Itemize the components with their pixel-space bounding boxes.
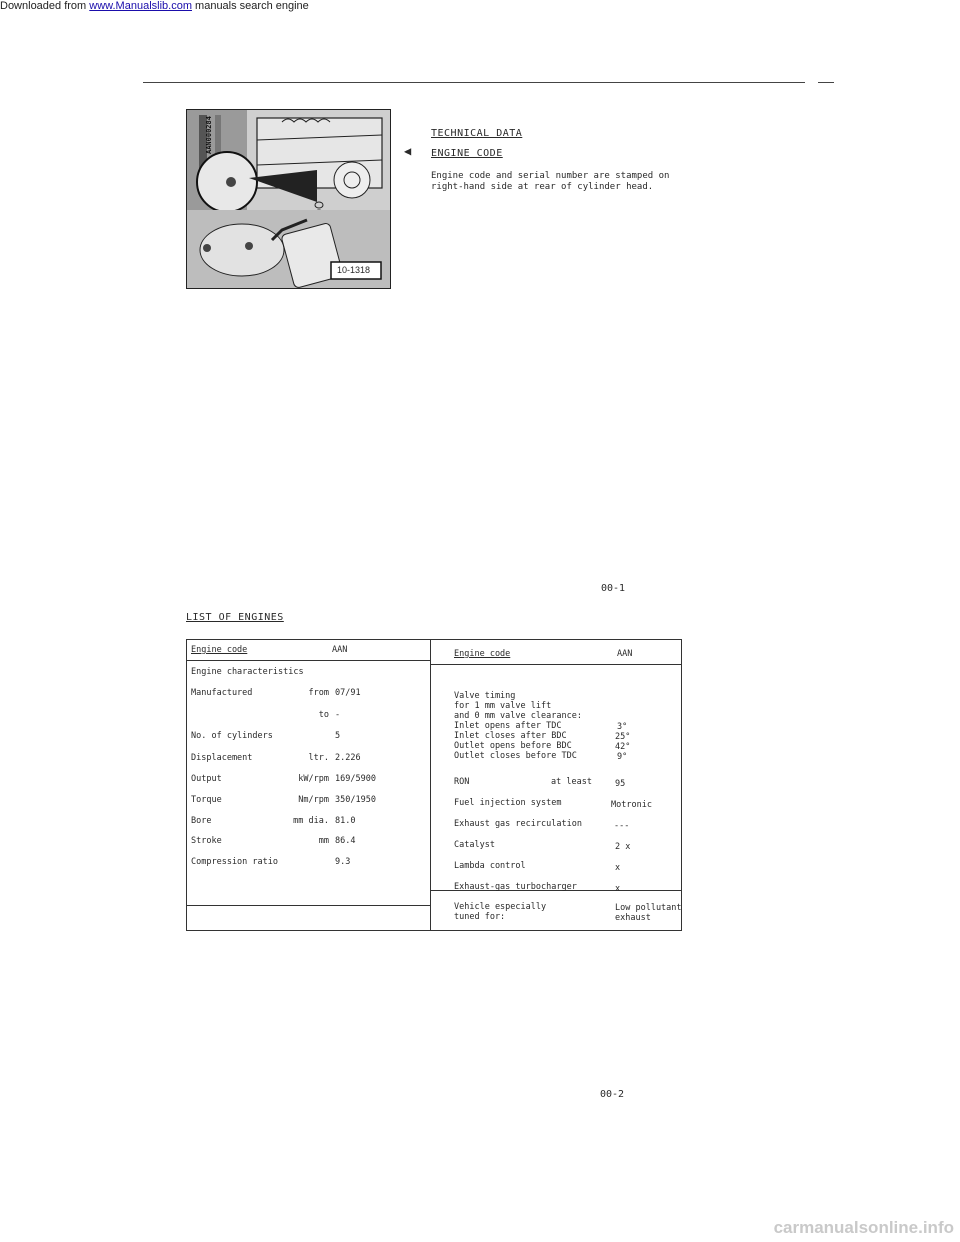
row-manufactured-unit: from xyxy=(308,688,329,698)
left-header-rule xyxy=(187,660,430,661)
row-to-unit: to xyxy=(318,710,329,720)
technical-data-title: TECHNICAL DATA xyxy=(431,128,523,139)
left-header-value: AAN xyxy=(332,645,348,655)
valve-timing-line-6: Outlet opens before BDC xyxy=(454,741,572,751)
row-to-value: - xyxy=(335,710,341,720)
engine-code-description xyxy=(431,171,691,193)
valve-timing-line-2: for 1 mm valve lift xyxy=(454,701,552,711)
lambda-value: x xyxy=(615,863,621,873)
row-cylinders-label: No. of cylinders xyxy=(191,731,273,741)
page-number-2: 00-2 xyxy=(600,1089,625,1100)
left-footer-rule xyxy=(187,905,430,906)
manualslib-link[interactable]: www.Manualslib.com xyxy=(89,0,192,12)
outlet-closes-value: 9° xyxy=(617,752,628,762)
table-divider xyxy=(430,640,431,930)
tuned-for-line-2: tuned for: xyxy=(454,912,506,922)
row-stroke-unit: mm xyxy=(318,836,329,846)
inlet-opens-value: 3° xyxy=(617,722,628,732)
engines-table xyxy=(186,639,682,931)
row-manufactured-label: Manufactured xyxy=(191,688,253,698)
tuned-for-line-1: Vehicle especially xyxy=(454,902,547,912)
right-header-label: Engine code xyxy=(454,649,511,659)
catalyst-label: Catalyst xyxy=(454,840,495,850)
outlet-opens-value: 42° xyxy=(615,742,631,752)
stamp-code: AAN000284 xyxy=(205,116,213,154)
row-output-unit: kW/rpm xyxy=(298,774,329,784)
left-header-label: Engine code xyxy=(191,645,248,655)
row-bore-value: 81.0 xyxy=(335,816,356,826)
row-displacement-label: Displacement xyxy=(191,753,253,763)
valve-timing-line-4: Inlet opens after TDC xyxy=(454,721,562,731)
right-header-rule xyxy=(430,664,681,665)
engine-characteristics-label: Engine characteristics xyxy=(191,667,304,677)
inlet-closes-value: 25° xyxy=(615,732,631,742)
row-output-label: Output xyxy=(191,774,222,784)
fuel-injection-value: Motronic xyxy=(611,800,652,810)
tuned-for-value-2: exhaust xyxy=(615,913,651,923)
description-line-2: right-hand side at rear of cylinder head. xyxy=(431,182,654,192)
catalyst-value: 2 x xyxy=(615,842,631,852)
row-output-value: 169/5900 xyxy=(335,774,376,784)
ron-label: RON xyxy=(454,777,470,787)
row-compression-value: 9.3 xyxy=(335,857,351,867)
lambda-label: Lambda control xyxy=(454,861,526,871)
engine-illustration xyxy=(186,109,391,289)
description-line-1: Engine code and serial number are stamped on xyxy=(431,171,670,181)
fuel-injection-label: Fuel injection system xyxy=(454,798,562,808)
row-displacement-unit: ltr. xyxy=(308,753,329,763)
valve-timing-line-5: Inlet closes after BDC xyxy=(454,731,567,741)
turbo-label: Exhaust-gas turbocharger xyxy=(454,882,577,892)
row-torque-value: 350/1950 xyxy=(335,795,376,805)
egr-value: --- xyxy=(614,821,630,831)
engine-code-subtitle: ENGINE CODE xyxy=(431,148,503,159)
list-of-engines-title: LIST OF ENGINES xyxy=(186,612,284,623)
row-displacement-value: 2.226 xyxy=(335,753,361,763)
ron-qualifier: at least xyxy=(551,777,592,787)
row-bore-unit: mm dia. xyxy=(293,816,329,826)
row-cylinders-value: 5 xyxy=(335,731,341,741)
top-rule xyxy=(143,82,805,83)
valve-timing-line-1: Valve timing xyxy=(454,691,516,701)
banner-prefix: Downloaded from xyxy=(0,0,90,12)
page-number-1: 00-1 xyxy=(601,583,626,594)
engine-drawing xyxy=(187,110,390,288)
ron-value: 95 xyxy=(615,779,626,789)
valve-timing-line-7: Outlet closes before TDC xyxy=(454,751,577,761)
pointer-arrow-icon: ◀ xyxy=(404,144,412,158)
figure-tag: 10-1318 xyxy=(337,265,371,275)
right-header-value: AAN xyxy=(617,649,633,659)
row-torque-unit: Nm/rpm xyxy=(298,795,329,805)
download-banner xyxy=(0,0,309,12)
row-compression-label: Compression ratio xyxy=(191,857,278,867)
top-rule-dash xyxy=(818,82,834,83)
valve-timing-line-3: and 0 mm valve clearance: xyxy=(454,711,582,721)
row-stroke-label: Stroke xyxy=(191,836,222,846)
egr-label: Exhaust gas recirculation xyxy=(454,819,582,829)
row-stroke-value: 86.4 xyxy=(335,836,356,846)
tuned-for-value-1: Low pollutant xyxy=(615,903,682,913)
row-manufactured-value: 07/91 xyxy=(335,688,361,698)
row-bore-label: Bore xyxy=(191,816,212,826)
row-torque-label: Torque xyxy=(191,795,222,805)
watermark: carmanualsonline.info xyxy=(773,1218,954,1237)
banner-suffix: manuals search engine xyxy=(191,0,309,12)
turbo-value: x xyxy=(615,884,621,894)
